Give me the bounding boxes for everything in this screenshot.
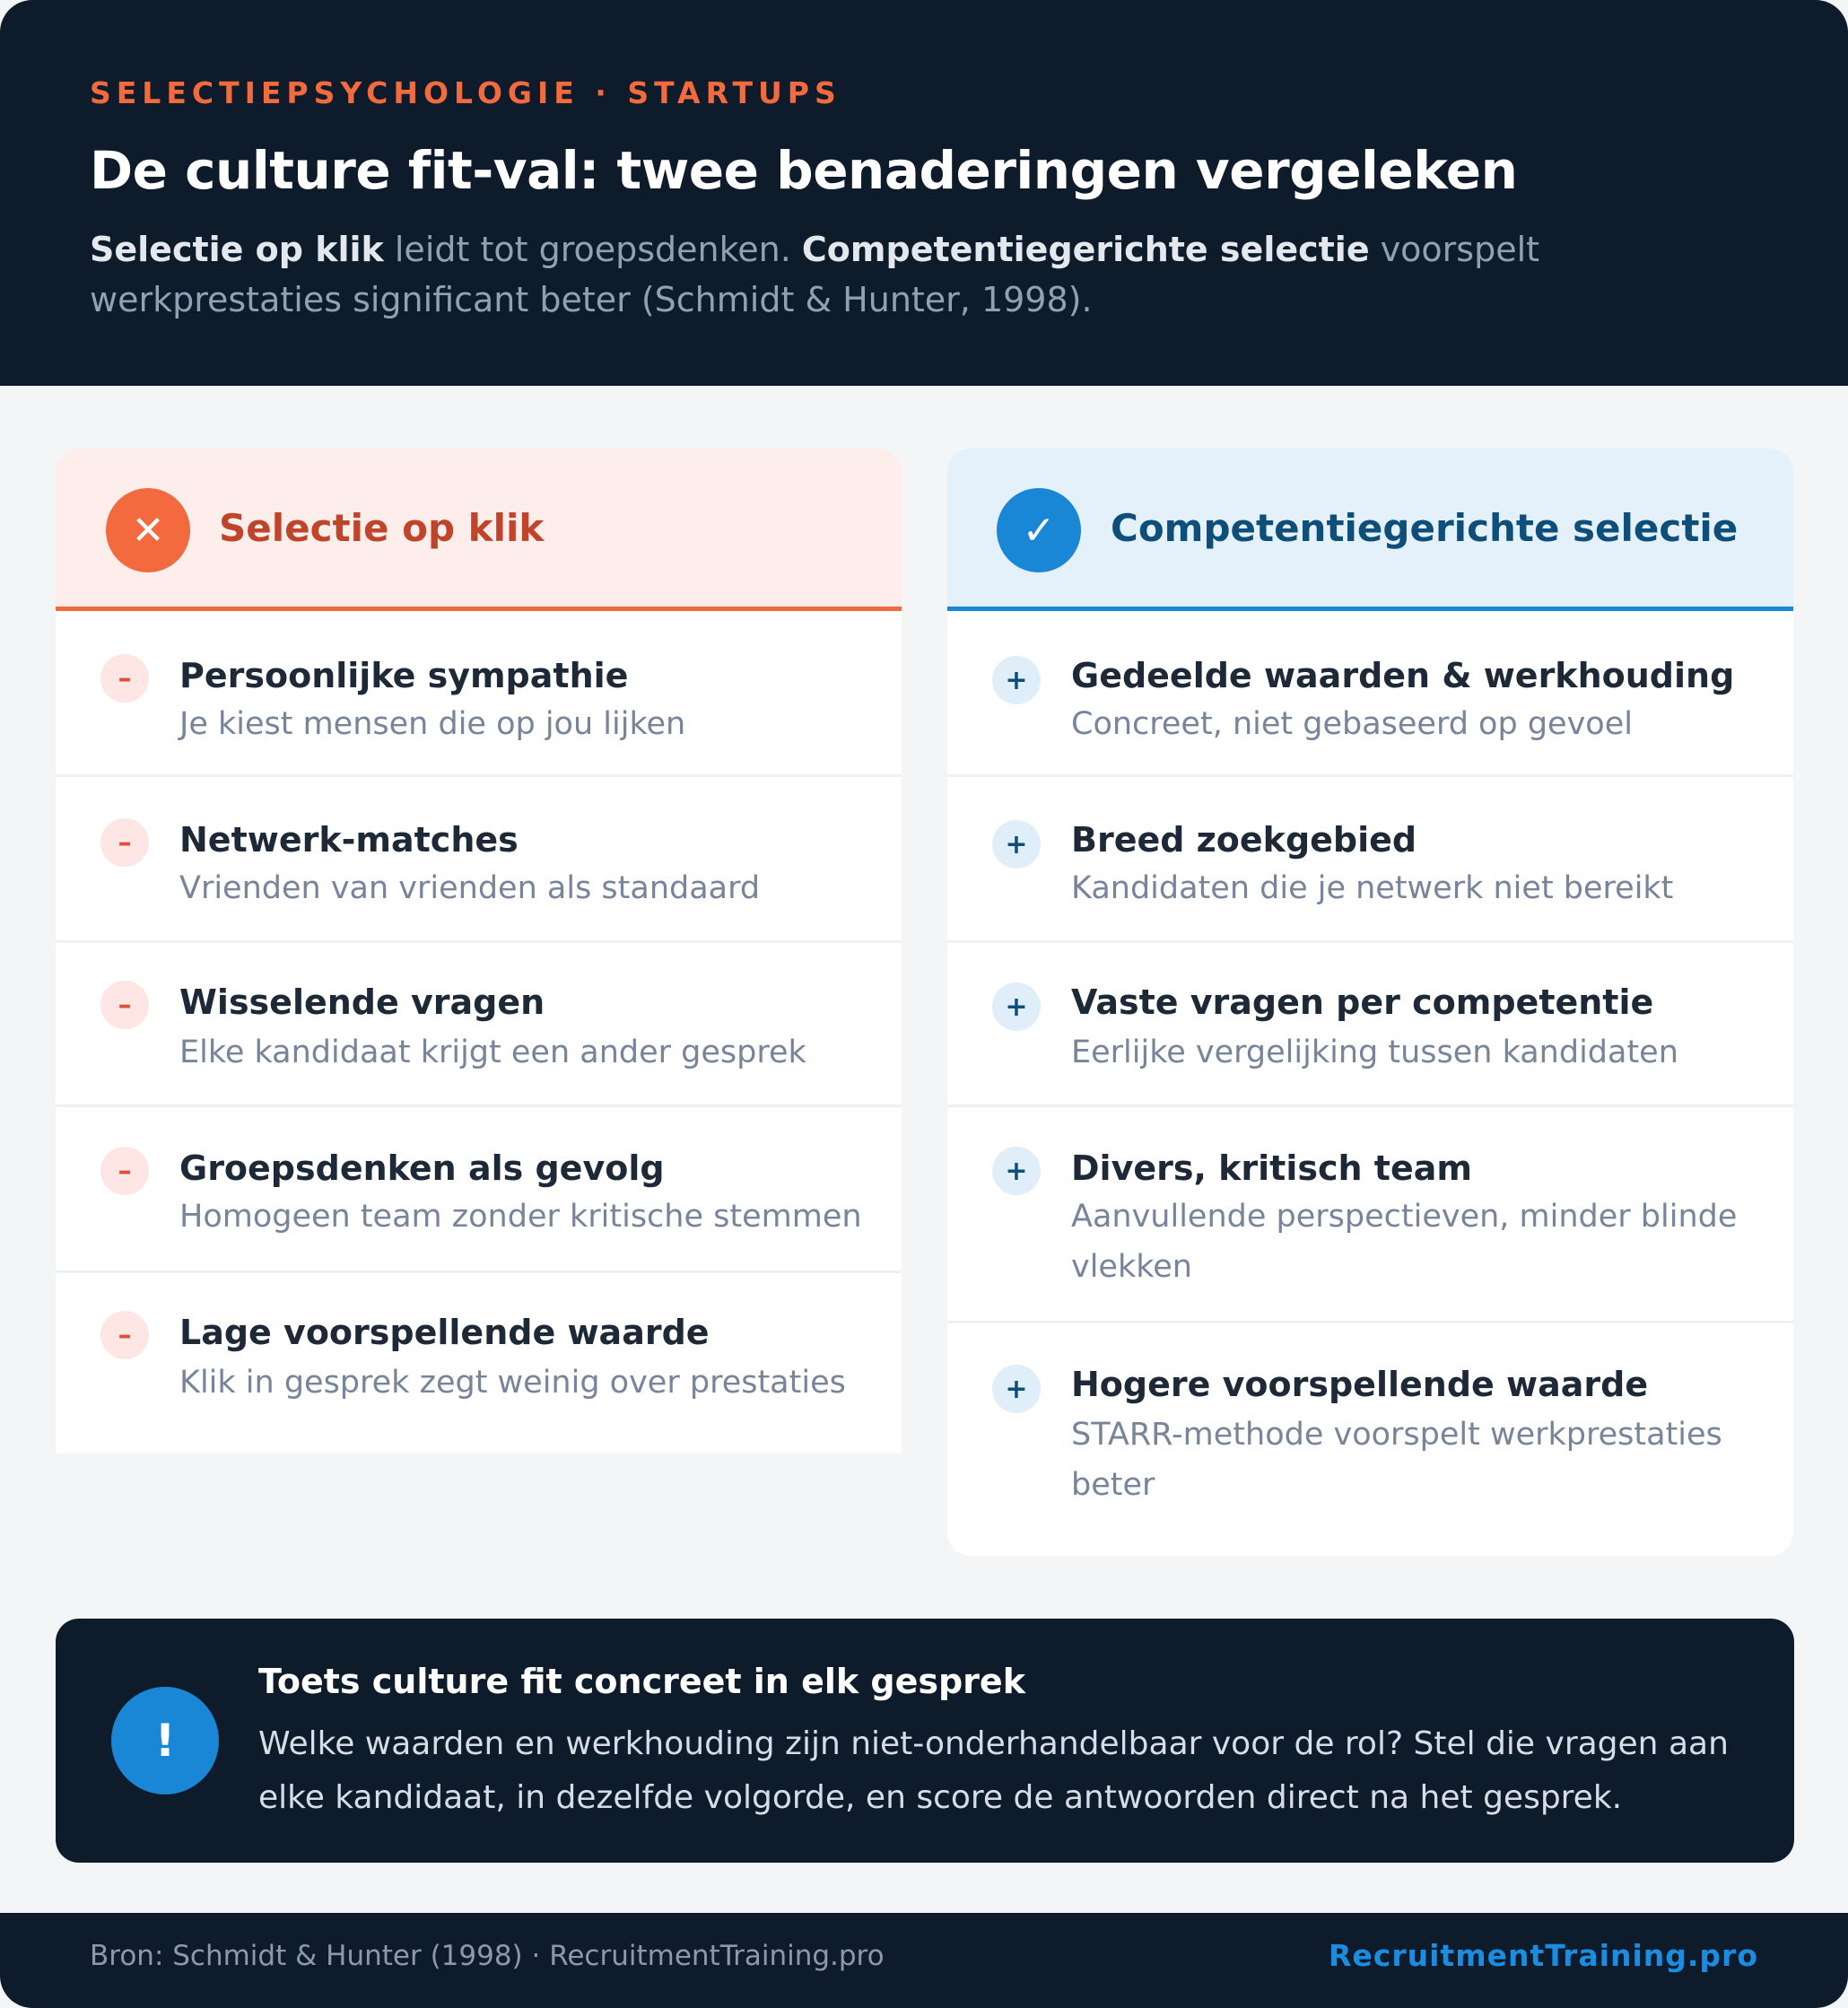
plus-icon: + (992, 1365, 1041, 1413)
item-title: Wisselende vragen (179, 982, 545, 1022)
minus-icon: – (100, 1311, 149, 1359)
item-title: Netwerk-matches (179, 820, 519, 860)
list-item (56, 1107, 902, 1273)
column-competentiegerichte-selectie (947, 449, 1793, 1556)
item-description: Kandidaten die je netwerk niet bereikt (1071, 870, 1674, 906)
item-description: Elke kandidaat krijgt een ander gesprek (179, 1035, 806, 1070)
item-description: Homogeen team zonder kritische stemmen (179, 1199, 862, 1235)
subtitle-bold-2: Competentiegerichte selectie (801, 230, 1370, 269)
list-item (947, 611, 1793, 777)
item-description: Je kiest mensen die op jou lijken (179, 706, 686, 742)
column-header (56, 449, 902, 611)
column-title: Competentiegerichte selectie (1111, 506, 1739, 550)
callout-title: Toets culture fit concreet in elk gesprek (258, 1662, 1025, 1701)
check-icon: ✓ (997, 488, 1081, 572)
item-title: Divers, kritisch team (1071, 1148, 1472, 1188)
callout-text: Welke waarden en werkhouding zijn niet-onderhandelbaar voor de rol? Stel die vragen aan elke kandidaat, in dezelfde volgorde, en score de antwoorden direct na het gesprek. (258, 1725, 1729, 1816)
item-title: Vaste vragen per competentie (1071, 982, 1654, 1022)
list-item (947, 941, 1793, 1107)
plus-icon: + (992, 982, 1041, 1031)
minus-icon: – (100, 654, 149, 703)
item-description: Aanvullende perspectieven, minder blinde vlekken (1071, 1199, 1738, 1285)
item-title: Gedeelde waarden & werkhouding (1071, 656, 1735, 695)
column-header (947, 449, 1793, 611)
minus-icon: – (100, 981, 149, 1029)
page-title: De culture fit-val: twee benaderingen vergeleken (90, 140, 1518, 201)
subtitle-text-1: leidt tot groepsdenken. (383, 230, 802, 269)
footer (0, 1913, 1848, 2008)
subtitle-text-2: voorspelt werkprestaties significant beter (Schmidt & Hunter, 1998). (90, 230, 1540, 319)
item-title: Persoonlijke sympathie (179, 656, 629, 695)
list-item (947, 777, 1793, 943)
minus-icon: – (100, 1147, 149, 1195)
column-title: Selectie op klik (219, 506, 545, 550)
plus-icon: + (992, 1147, 1041, 1195)
item-title: Breed zoekgebied (1071, 820, 1417, 860)
plus-icon: + (992, 820, 1041, 869)
item-description: Concreet, niet gebaseerd op gevoel (1071, 706, 1633, 742)
list-item (56, 611, 902, 777)
item-description: Eerlijke vergelijking tussen kandidaten (1071, 1035, 1678, 1070)
item-description: Vrienden van vrienden als standaard (179, 870, 761, 906)
list-item (947, 1107, 1793, 1323)
subtitle (90, 224, 1776, 325)
list-item (56, 941, 902, 1107)
tip-callout (56, 1619, 1794, 1863)
list-item (947, 1323, 1793, 1553)
source-citation: Bron: Schmidt & Hunter (1998) · RecruitmentTraining.pro (90, 1940, 885, 1972)
list-item (56, 777, 902, 943)
item-description: STARR-methode voorspelt werkprestaties beter (1071, 1417, 1722, 1503)
subtitle-bold-1: Selectie op klik (90, 230, 384, 269)
exclamation-icon: ! (111, 1687, 219, 1794)
x-icon: ✕ (106, 488, 190, 572)
eyebrow: SELECTIEPSYCHOLOGIE · STARTUPS (90, 75, 841, 110)
item-title: Groepsdenken als gevolg (179, 1148, 665, 1188)
item-title: Lage voorspellende waarde (179, 1313, 710, 1352)
list-item (56, 1271, 902, 1451)
item-title: Hogere voorspellende waarde (1071, 1365, 1649, 1404)
plus-icon: + (992, 656, 1041, 704)
column-selectie-op-klik (56, 449, 902, 1454)
header (0, 0, 1848, 386)
brand-link[interactable]: RecruitmentTraining.pro (1328, 1938, 1758, 1973)
item-description: Klik in gesprek zegt weinig over prestaties (179, 1365, 846, 1401)
minus-icon: – (100, 818, 149, 867)
